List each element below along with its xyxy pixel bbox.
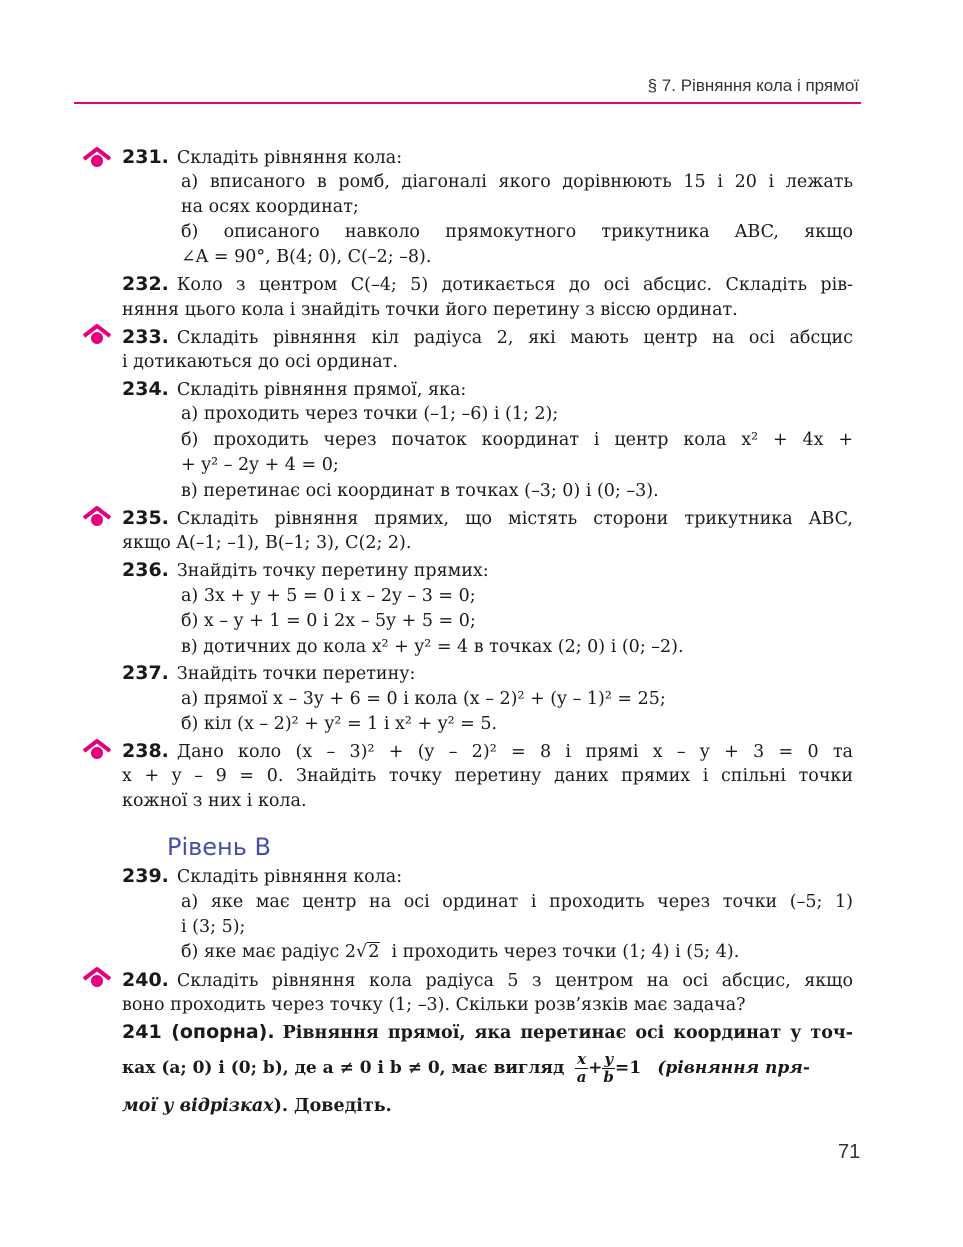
problem-number: 239. bbox=[122, 865, 169, 887]
problem-231-b-line2: ∠A = 90°, B(4; 0), C(–2; –8). bbox=[181, 247, 432, 267]
problem-number: 231. bbox=[122, 146, 169, 168]
problem-231-b-line1: б) описаного навколо прямокутного трикутника ABC, якщо bbox=[181, 222, 853, 242]
problem-number: 232. bbox=[122, 273, 169, 295]
difficulty-marker-icon bbox=[82, 966, 112, 988]
problem-241-line1: 241 (опорна). Рівняння прямої, яка перетинає осі координат у точ- bbox=[122, 1021, 853, 1043]
problem-234: 234. Складіть рівняння прямої, яка: bbox=[122, 378, 467, 400]
problem-239-a-line1: а) яке має центр на осі ординат і проходить через точки (–5; 1) bbox=[181, 892, 853, 912]
problem-233-line1: 233. Складіть рівняння кіл радіуса 2, які мають центр на осі абсцис bbox=[122, 326, 853, 348]
problem-number: 233. bbox=[122, 326, 169, 348]
page-number: 71 bbox=[838, 1141, 861, 1163]
sqrt-radicand: 2 bbox=[368, 942, 380, 962]
problem-231-a-line2: на осях координат; bbox=[181, 197, 359, 217]
problem-240-line1: 240. Складіть рівняння кола радіуса 5 з центром на осі абсцис, якщо bbox=[122, 969, 853, 991]
problem-number: 234. bbox=[122, 378, 169, 400]
fraction-x-over-a: $\frac{x}{a}$ bbox=[576, 1050, 587, 1086]
difficulty-marker-icon bbox=[82, 146, 112, 168]
difficulty-marker-icon bbox=[82, 323, 112, 345]
problem-text: Складіть рівняння кола: bbox=[176, 148, 403, 168]
difficulty-marker-icon bbox=[82, 738, 112, 760]
problem-237-b: б) кіл (x – 2)² + y² = 1 і x² + y² = 5. bbox=[181, 714, 498, 734]
problem-234-a: а) проходить через точки (–1; –6) і (1; 2); bbox=[181, 404, 559, 424]
problem-236: 236. Знайдіть точку перетину прямих: bbox=[122, 559, 489, 581]
problem-number: 240. bbox=[122, 969, 169, 991]
problem-235-line1: 235. Складіть рівняння прямих, що містять сторони трикутника ABC, bbox=[122, 507, 853, 529]
header-title: § 7. Рівняння кола і прямої bbox=[647, 76, 859, 95]
problem-number: 237. bbox=[122, 662, 169, 684]
problem-number: 236. bbox=[122, 559, 169, 581]
fraction-y-over-b: $\frac{y}{b}$ bbox=[603, 1050, 614, 1086]
page-header bbox=[74, 62, 861, 104]
problem-241-line2: ках (a; 0) і (0; b), де a ≠ 0 і b ≠ 0, має вигляд $\frac{x}{a}$ + $\frac{y}{b}$ =1 (рівняння пря- bbox=[122, 1050, 810, 1086]
problem-239-a-line2: і (3; 5); bbox=[181, 917, 246, 937]
problem-237: 237. Знайдіть точки перетину: bbox=[122, 662, 416, 684]
problem-237-a: а) прямої x – 3y + 6 = 0 і кола (x – 2)² + (y – 1)² = 25; bbox=[181, 689, 666, 709]
problem-238-line1: 238. Дано коло (x – 3)² + (y – 2)² = 8 і прямі x – y + 3 = 0 та bbox=[122, 740, 853, 762]
level-heading: Рівень В bbox=[167, 833, 271, 861]
problem-236-a: а) 3x + y + 5 = 0 і x – 2y – 3 = 0; bbox=[181, 586, 476, 606]
problem-236-c: в) дотичних до кола x² + y² = 4 в точках (2; 0) і (0; –2). bbox=[181, 637, 684, 657]
problem-232-line2: няння цього кола і знайдіть точки його перетину з віссю ординат. bbox=[122, 300, 738, 320]
problem-239-b: б) яке має радіус 2√2 і проходить через точки (1; 4) і (5; 4). bbox=[181, 942, 740, 962]
problem-234-b-line2: + y² – 2y + 4 = 0; bbox=[181, 455, 339, 475]
problem-231-a-line1: а) вписаного в ромб, діагоналі якого дорівнюють 15 і 20 і лежать bbox=[181, 172, 853, 192]
problem-238-line3: кожної з них і кола. bbox=[122, 791, 307, 811]
problem-241-line3: мої у відрізках). Доведіть. bbox=[122, 1096, 392, 1116]
problem-231 bbox=[122, 145, 402, 169]
problem-number: 238. bbox=[122, 740, 169, 762]
problem-239: 239. Складіть рівняння кола: bbox=[122, 865, 403, 887]
difficulty-marker-icon bbox=[82, 505, 112, 527]
problem-number: 241 (опорна). bbox=[122, 1021, 275, 1043]
problem-236-b: б) x – y + 1 = 0 і 2x – 5y + 5 = 0; bbox=[181, 611, 476, 631]
problem-234-b-line1: б) проходить через початок координат і центр кола x² + 4x + bbox=[181, 430, 853, 450]
problem-number: 235. bbox=[122, 507, 169, 529]
problem-232-line1: 232. Коло з центром C(–4; 5) дотикається до осі абсцис. Складіть рів- bbox=[122, 273, 853, 295]
problem-233-line2: і дотикаються до осі ординат. bbox=[122, 352, 398, 372]
problem-240-line2: воно проходить через точку (1; –3). Скільки розв’язків має задача? bbox=[122, 995, 746, 1015]
problem-238-line2: x + y – 9 = 0. Знайдіть точку перетину даних прямих і спільні точки bbox=[122, 766, 853, 786]
problem-234-c: в) перетинає осі координат в точках (–3; 0) і (0; –3). bbox=[181, 481, 659, 501]
problem-235-line2: якщо A(–1; –1), B(–1; 3), C(2; 2). bbox=[122, 533, 412, 553]
